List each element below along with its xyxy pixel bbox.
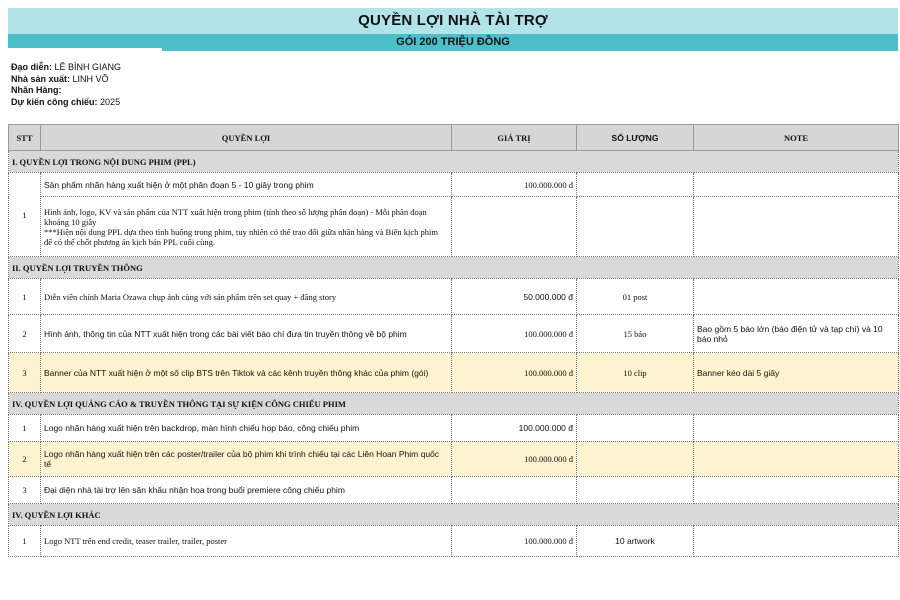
value-cell: 100.000.000 đ — [452, 526, 577, 557]
value-cell: 100.000.000 đ — [452, 315, 577, 353]
quantity-cell: 10 clip — [577, 353, 694, 393]
header-stt: STT — [9, 125, 41, 151]
stt-cell: 1 — [9, 173, 41, 257]
header-note: NOTE — [694, 125, 899, 151]
table-row — [9, 279, 899, 315]
section-row — [9, 504, 899, 526]
table-row — [9, 197, 899, 257]
benefit-text-line: Hình ảnh, logo, KV và sản phẩm của NTT xuất hiện trong phim (tính theo số lượng phân đoạn) - Mỗi phân đoạn khoảng 10 giây — [44, 206, 427, 227]
project-info — [11, 62, 121, 108]
stt-cell: 3 — [9, 477, 41, 504]
note-cell — [694, 173, 899, 197]
table-row — [9, 315, 899, 353]
premiere-line — [11, 97, 121, 109]
page-title: QUYỀN LỢI NHÀ TÀI TRỢ — [8, 8, 898, 34]
value-cell: 100.000.000 đ — [452, 353, 577, 393]
table-header-row — [9, 125, 899, 151]
stt-cell: 2 — [9, 442, 41, 477]
quantity-cell — [577, 477, 694, 504]
director-value: LÊ BÌNH GIANG — [54, 62, 122, 72]
section-row — [9, 257, 899, 279]
value-cell: 100.000.000 đ — [452, 442, 577, 477]
benefits-table — [8, 124, 899, 557]
quantity-cell — [577, 415, 694, 442]
benefit-cell: Logo nhãn hàng xuất hiện trên backdrop, màn hình chiếu họp báo, công chiếu phim — [41, 415, 452, 442]
benefit-cell: Logo nhãn hàng xuất hiện trên các poster/trailer của bộ phim khi trình chiếu tại các Liên Hoan Phim quốc tế — [41, 442, 452, 477]
benefit-cell: Sản phẩm nhãn hàng xuất hiện ở một phân đoạn 5 - 10 giây trong phim — [41, 173, 452, 197]
stt-cell: 1 — [9, 279, 41, 315]
table-row — [9, 173, 899, 197]
premiere-label: Dự kiến công chiếu: — [11, 96, 98, 107]
benefit-cell: Logo NTT trên end credit, teaser trailer, trailer, poster — [41, 526, 452, 557]
benefit-cell — [41, 197, 452, 257]
value-cell — [452, 197, 577, 257]
quantity-cell — [577, 197, 694, 257]
producer-label: Nhà sản xuất: — [11, 73, 71, 84]
section-title: IV. QUYỀN LỢI KHÁC — [9, 504, 899, 526]
section-row — [9, 151, 899, 173]
section-title: II. QUYỀN LỢI TRUYỀN THÔNG — [9, 257, 899, 279]
header-quantity: SỐ LƯỢNG — [577, 125, 694, 151]
header-benefit: QUYỀN LỢI — [41, 125, 452, 151]
benefit-cell: Diễn viên chính Maria Ozawa chụp ảnh cùng với sản phẩm trên set quay + đăng story — [41, 279, 452, 315]
value-cell: 100.000.000 đ — [452, 173, 577, 197]
director-label: Đạo diễn: — [11, 62, 53, 72]
table-row — [9, 442, 899, 477]
note-cell — [694, 526, 899, 557]
benefit-cell: Hình ảnh, thông tin của NTT xuất hiện trong các bài viết báo chí đưa tin truyền thông về bộ phim — [41, 315, 452, 353]
benefit-text-note: ***Hiện nội dung PPL dựa theo tình huống trong phim, tuy nhiên có thể trao đổi giữa nhãn hàng và Biên kịch phim để có thể chốt phương án kịch bản PPL cuối cùng. — [44, 226, 438, 247]
note-cell — [694, 415, 899, 442]
note-cell — [694, 442, 899, 477]
producer-line — [11, 74, 121, 86]
value-cell: 50.000.000 đ — [452, 279, 577, 315]
section-title: I. QUYỀN LỢI TRONG NỘI DUNG PHIM (PPL) — [9, 151, 899, 173]
premiere-value: 2025 — [100, 96, 121, 107]
table-row — [9, 477, 899, 504]
subtitle-divider — [8, 48, 162, 51]
note-cell — [694, 279, 899, 315]
note-cell — [694, 477, 899, 504]
stt-cell: 1 — [9, 415, 41, 442]
quantity-cell: 15 báo — [577, 315, 694, 353]
note-cell: Banner kéo dài 5 giây — [694, 353, 899, 393]
quantity-cell: 10 artwork — [577, 526, 694, 557]
value-cell: 100.000.000 đ — [452, 415, 577, 442]
benefit-cell: Banner của NTT xuất hiện ở một số clip BTS trên Tiktok và các kênh truyền thông khác của phim (gói) — [41, 353, 452, 393]
stt-cell: 3 — [9, 353, 41, 393]
quantity-cell — [577, 442, 694, 477]
stt-cell: 1 — [9, 526, 41, 557]
benefit-cell: Đại diện nhà tài trợ lên sân khấu nhận hoa trong buổi premiere công chiếu phim — [41, 477, 452, 504]
package-subtitle: GÓI 200 TRIỆU ĐỒNG — [8, 34, 898, 51]
table-row — [9, 415, 899, 442]
director-line — [11, 62, 121, 74]
section-row — [9, 393, 899, 415]
note-cell — [694, 197, 899, 257]
header-value: GIÁ TRỊ — [452, 125, 577, 151]
table-row — [9, 526, 899, 557]
section-title: IV. QUYỀN LỢI QUẢNG CÁO & TRUYỀN THÔNG TẠI SỰ KIỆN CÔNG CHIẾU PHIM — [9, 393, 899, 415]
brand-line — [11, 85, 121, 97]
quantity-cell: 01 post — [577, 279, 694, 315]
value-cell — [452, 477, 577, 504]
stt-cell: 2 — [9, 315, 41, 353]
brand-label: Nhãn Hàng: — [11, 85, 62, 95]
producer-value: LINH VÕ — [72, 73, 109, 84]
note-cell: Bao gồm 5 báo lớn (báo điện tử và tạp chí) và 10 báo nhỏ — [694, 315, 899, 353]
quantity-cell — [577, 173, 694, 197]
table-row — [9, 353, 899, 393]
